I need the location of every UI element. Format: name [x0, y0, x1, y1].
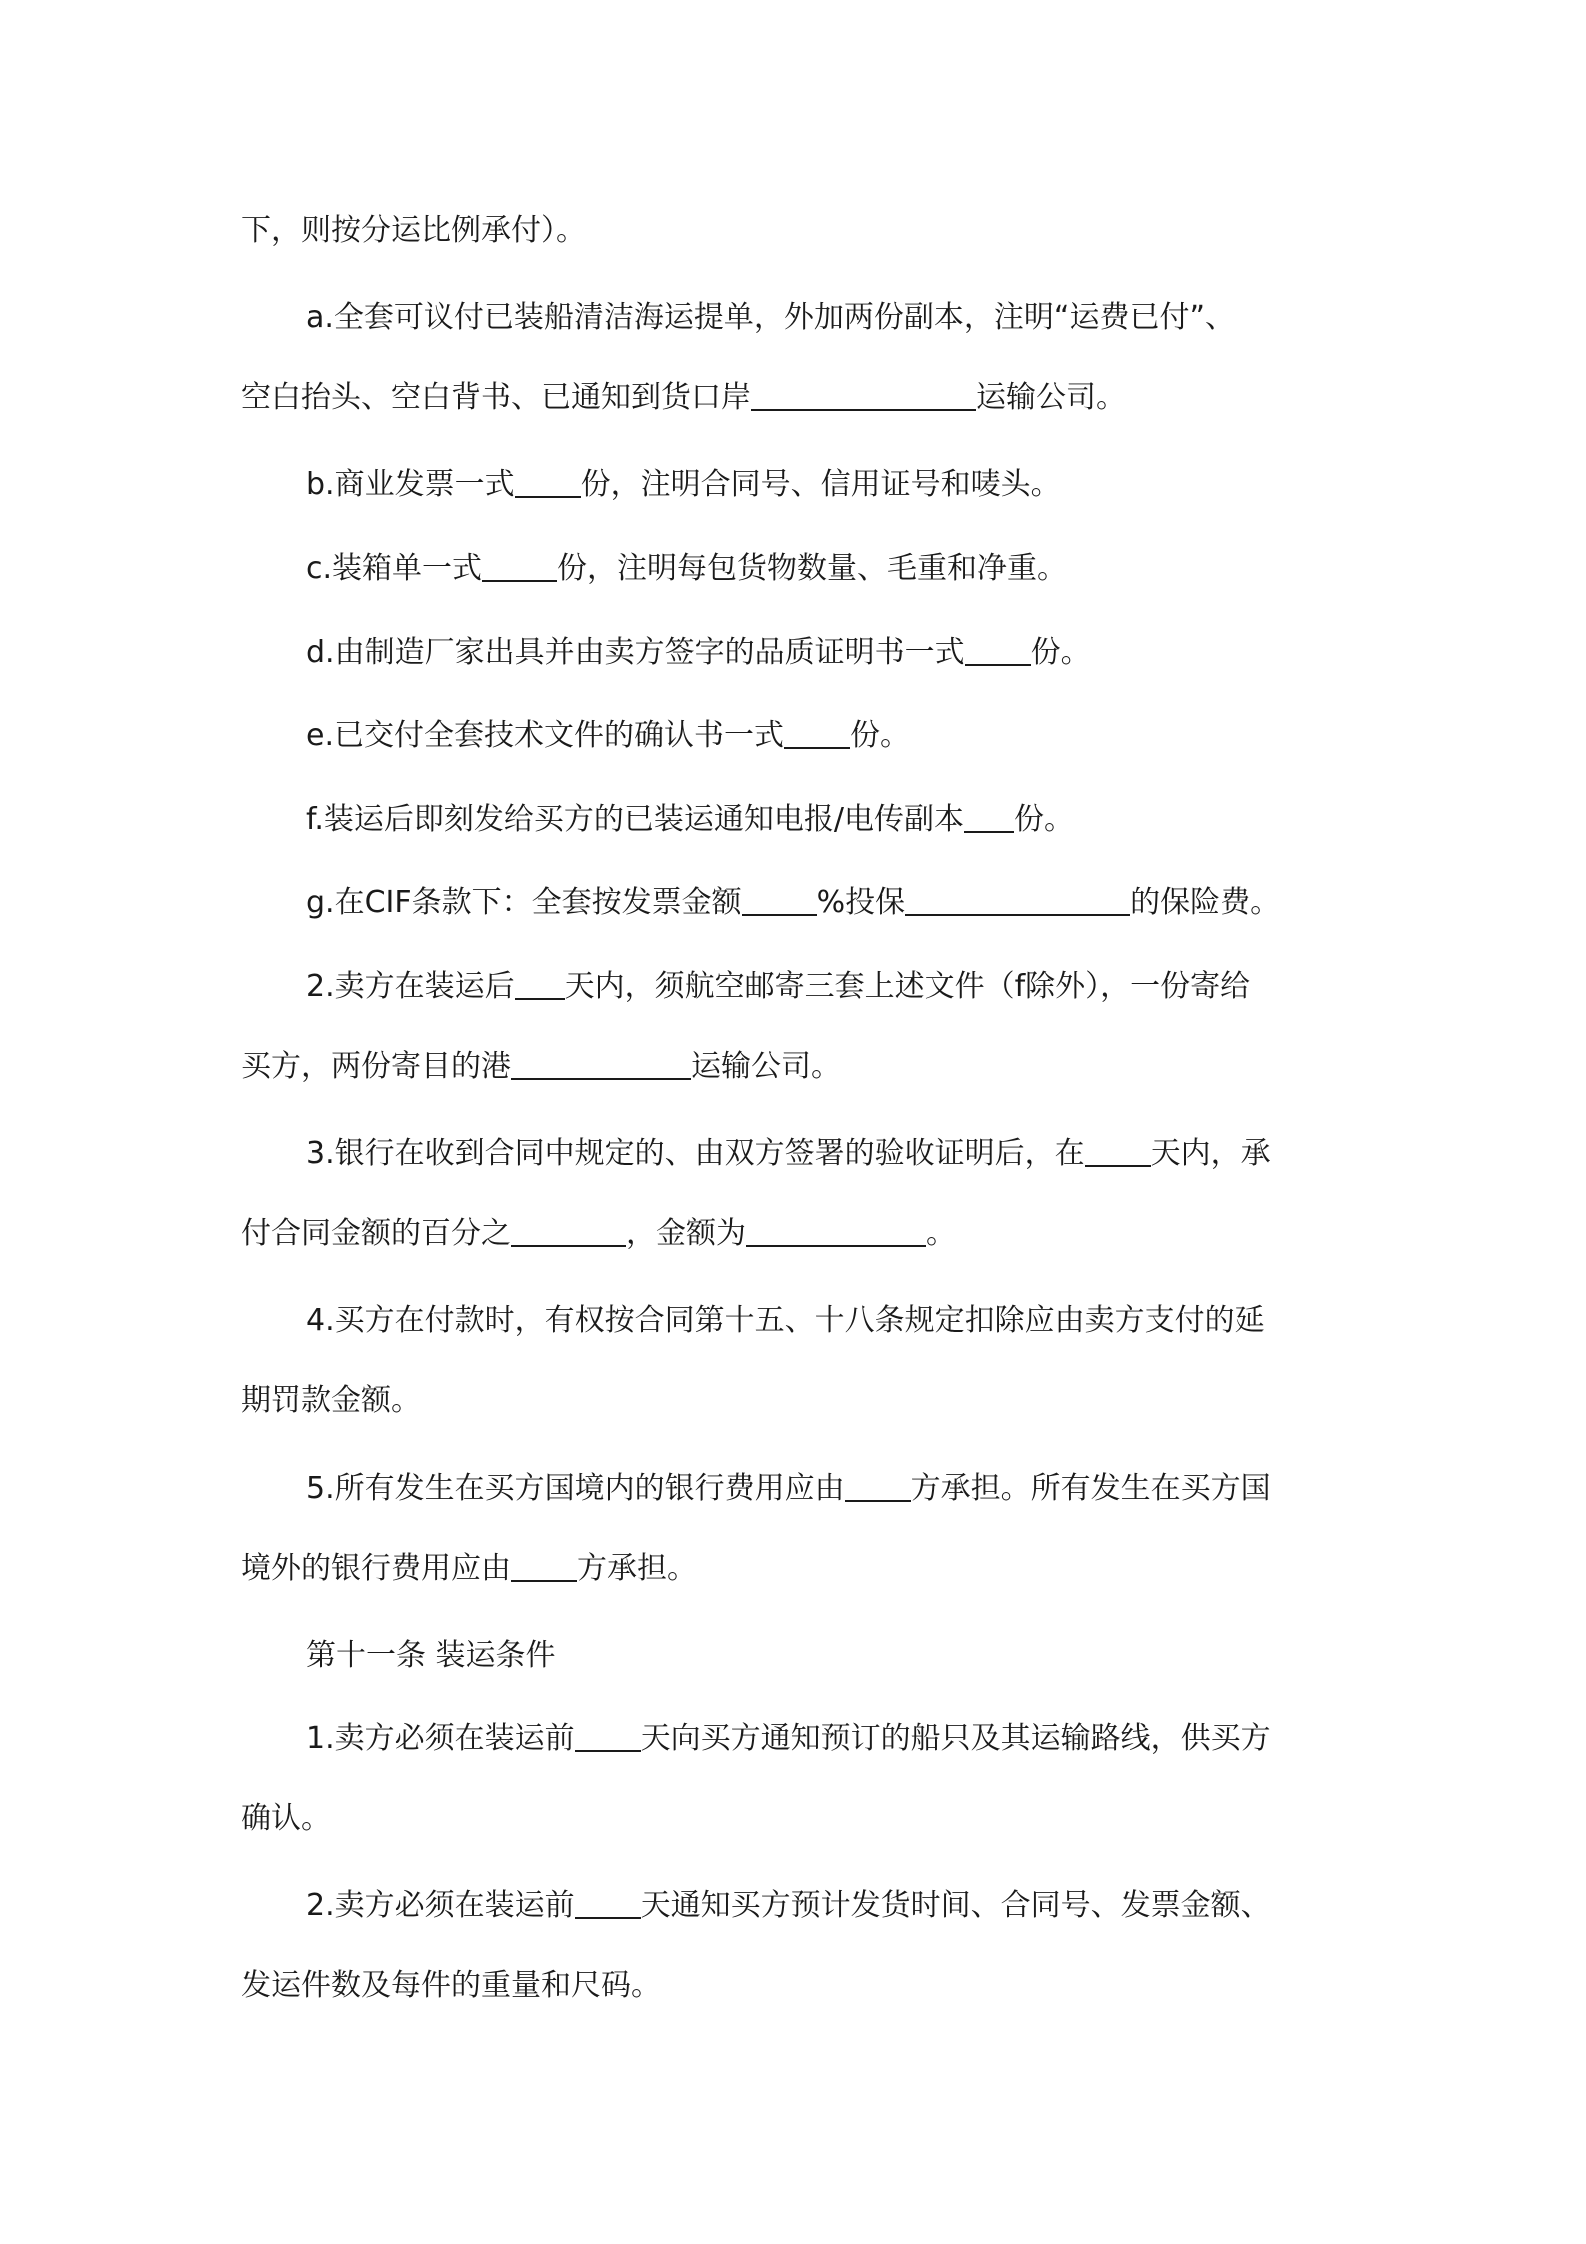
- blank-field: [965, 634, 1031, 666]
- text: 天内，须航空邮寄三套上述文件（f除外），一份寄给: [564, 969, 1251, 1004]
- paragraph-item-g: [241, 863, 1341, 943]
- blank-field: [511, 1550, 577, 1582]
- text: 。: [926, 1216, 956, 1251]
- text: a.全套可议付已装船清洁海运提单，外加两份副本，注明“运费已付”、: [306, 300, 1236, 335]
- text: b.商业发票一式: [306, 467, 515, 502]
- paragraph-item-a: [241, 278, 1341, 438]
- text: %投保: [816, 885, 906, 920]
- text: 5.所有发生在买方国境内的银行费用应由: [306, 1471, 845, 1506]
- paragraph-clause-3: [241, 1114, 1341, 1274]
- text: 份。: [1014, 802, 1075, 837]
- text: 份。: [850, 718, 910, 753]
- text: 买方，两份寄目的港: [241, 1049, 511, 1084]
- blank-field: [515, 968, 565, 1000]
- text: 第十一条 装运条件: [306, 1638, 556, 1673]
- blank-field: [746, 1215, 926, 1247]
- text: 天通知买方预计发货时间、合同号、发票金额、: [640, 1888, 1271, 1923]
- blank-field: [575, 1887, 641, 1919]
- text: 方承担。所有发生在买方国: [910, 1471, 1271, 1506]
- text: c.装箱单一式: [306, 551, 483, 586]
- paragraph-item-b: [241, 445, 1341, 525]
- text: g.在CIF条款下：全套按发票金额: [306, 885, 742, 920]
- text: 下，则按分运比例承付）。: [241, 213, 586, 248]
- text: 天向买方通知预订的船只及其运输路线，供买方: [640, 1721, 1271, 1756]
- blank-field: [845, 1470, 911, 1502]
- paragraph-shipping-1: [241, 1699, 1341, 1859]
- text: 期罚款金额。: [241, 1383, 421, 1418]
- text: 2.卖方必须在装运前: [306, 1888, 575, 1923]
- paragraph-item-e: [241, 696, 1341, 776]
- blank-field: [511, 1215, 626, 1247]
- blank-field: [964, 801, 1014, 833]
- text: d.由制造厂家出具并由卖方签字的品质证明书一式: [306, 635, 965, 670]
- text: 方承担。: [577, 1551, 697, 1586]
- text: 境外的银行费用应由: [241, 1551, 511, 1586]
- blank-field: [905, 884, 1130, 916]
- text: 运输公司。: [691, 1049, 841, 1084]
- blank-field: [751, 379, 976, 411]
- text: f.装运后即刻发给买方的已装运通知电报/电传副本: [306, 802, 965, 837]
- paragraph-clause-2: [241, 947, 1341, 1107]
- paragraph-item-c: [241, 529, 1341, 609]
- paragraph-continuation: [241, 191, 1341, 271]
- paragraph-clause-5: [241, 1449, 1341, 1609]
- blank-field: [482, 550, 557, 582]
- text: 份，注明每包货物数量、毛重和净重。: [557, 551, 1068, 586]
- text: 2.卖方在装运后: [306, 969, 515, 1004]
- text: 天内，承: [1150, 1136, 1271, 1171]
- blank-field: [1085, 1135, 1151, 1167]
- blank-field: [515, 466, 581, 498]
- text: 付合同金额的百分之: [241, 1216, 511, 1251]
- blank-field: [575, 1720, 641, 1752]
- article-heading: [241, 1616, 1341, 1696]
- text: 份。: [1030, 635, 1091, 670]
- blank-field: [511, 1048, 691, 1080]
- paragraph-item-d: [241, 613, 1341, 693]
- text: 4.买方在付款时，有权按合同第十五、十八条规定扣除应由卖方支付的延: [306, 1303, 1265, 1338]
- text: 3.银行在收到合同中规定的、由双方签署的验收证明后，在: [306, 1136, 1085, 1171]
- text: 空白抬头、空白背书、已通知到货口岸: [241, 380, 751, 415]
- text: 的保险费。: [1130, 885, 1281, 920]
- paragraph-clause-4: [241, 1281, 1341, 1441]
- paragraph-shipping-2: [241, 1866, 1341, 2026]
- text: ，金额为: [626, 1216, 746, 1251]
- text: 确认。: [241, 1801, 331, 1836]
- text: e.已交付全套技术文件的确认书一式: [306, 718, 784, 753]
- blank-field: [742, 884, 817, 916]
- text: 份，注明合同号、信用证号和唛头。: [580, 467, 1061, 502]
- paragraph-item-f: [241, 780, 1341, 860]
- text: 1.卖方必须在装运前: [306, 1721, 575, 1756]
- text: 发运件数及每件的重量和尺码。: [241, 1968, 661, 2003]
- blank-field: [784, 717, 850, 749]
- text: 运输公司。: [976, 380, 1126, 415]
